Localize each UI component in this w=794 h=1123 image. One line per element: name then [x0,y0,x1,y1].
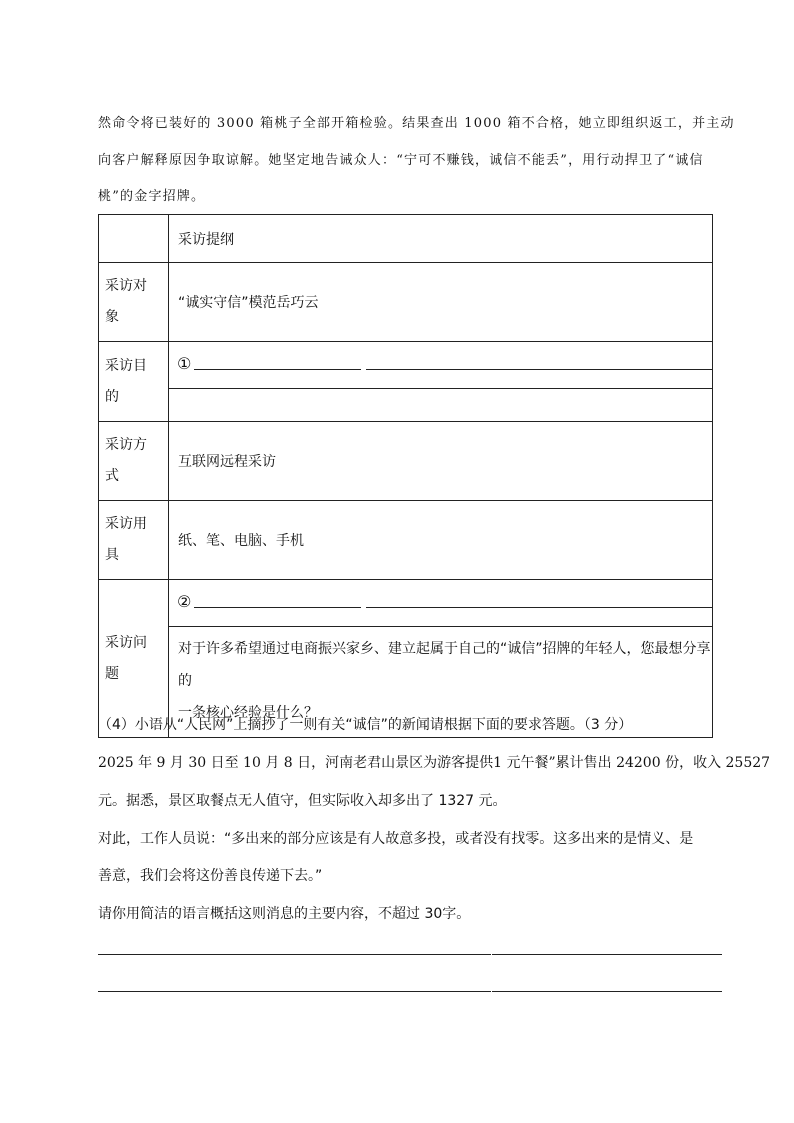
row-label [99,422,169,501]
news-line-3: 对此，工作人员说：“多出来的部分应该是有人故意多投，或者没有找零。这多出来的是情义、是 [98,831,694,847]
answer-blank-1[interactable] [169,342,712,388]
answer-line[interactable] [98,954,491,955]
row-label-line: 象 [105,309,119,325]
row-label-line: 式 [105,468,119,484]
question-4-prompt: （4）小语从“人民网”上摘抄了一则有关“诚信”的新闻请根据下面的要求答题。（3 分） [98,717,633,733]
table-header-text: 采访提纲 [178,231,234,248]
row-label [99,501,169,580]
row-value [169,342,713,422]
row-value [169,501,713,580]
row-label [99,263,169,342]
row-value-text: “诚实守信”模范岳巧云 [178,295,319,311]
blank-underline [366,369,712,370]
table-row [99,342,713,422]
question-4-instruction: 请你用简洁的语言概括这则消息的主要内容，不超过 30字。 [98,906,471,922]
passage-line-1: 然命令将已装好的 3000 箱桃子全部开箱检验。结果查出 1000 箱不合格，她立即组织返工，并主动 [98,116,735,131]
row-label-line: 题 [105,665,119,682]
row-value [169,263,713,342]
table-row [99,422,713,501]
passage-line-2: 向客户解释原因争取谅解。她坚定地告诫众人：“宁可不赚钱，诚信不能丢”，用行动捍卫了“诚信 [98,153,704,168]
blank-underline [194,607,361,608]
row-label-line: 采访目 [105,357,147,374]
question-line: 对于许多希望通过电商振兴家乡、建立起属于自己的“诚信”招牌的年轻人，您最想分享的 [178,641,711,689]
table-row [99,263,713,342]
table-corner-cell [99,215,169,263]
news-line-1: 2025 年 9 月 30 日至 10 月 8 日，河南老君山景区为游客提供1 元午餐”累计售出 24200 份，收入 25527 [98,755,771,771]
row-label-line: 采访方 [105,437,147,453]
interview-outline-table [98,214,713,738]
row-label-line: 采访用 [105,516,147,532]
news-line-4: 善意，我们会将这份善良传递下去。” [98,868,323,884]
blank-marker: ② [177,592,192,611]
question-line: 一条核心经验是什么？ [178,705,318,721]
answer-blank-2[interactable] [169,580,712,626]
answer-line[interactable] [492,954,722,955]
row-label [99,342,169,422]
row-label-line: 采访问 [105,634,147,651]
answer-line[interactable] [492,991,722,992]
blank-marker: ① [177,354,192,373]
row-label-line: 采访对 [105,278,147,294]
blank-underline [366,607,712,608]
passage-line-3: 桃”的金字招牌。 [98,189,206,204]
answer-line[interactable] [98,991,491,992]
blank-continuation[interactable] [169,388,712,421]
table-header-cell [169,215,713,263]
row-value-text: 纸、笔、电脑、手机 [178,533,304,549]
row-value [169,422,713,501]
blank-underline [194,369,361,370]
news-line-2: 元。据悉，景区取餐点无人值守，但实际收入却多出了 1327 元。 [98,793,507,809]
table-header-row [99,215,713,263]
row-label-line: 具 [105,547,119,563]
table-row [99,501,713,580]
row-value-text: 互联网远程采访 [178,454,276,470]
row-label-line: 的 [105,388,119,405]
